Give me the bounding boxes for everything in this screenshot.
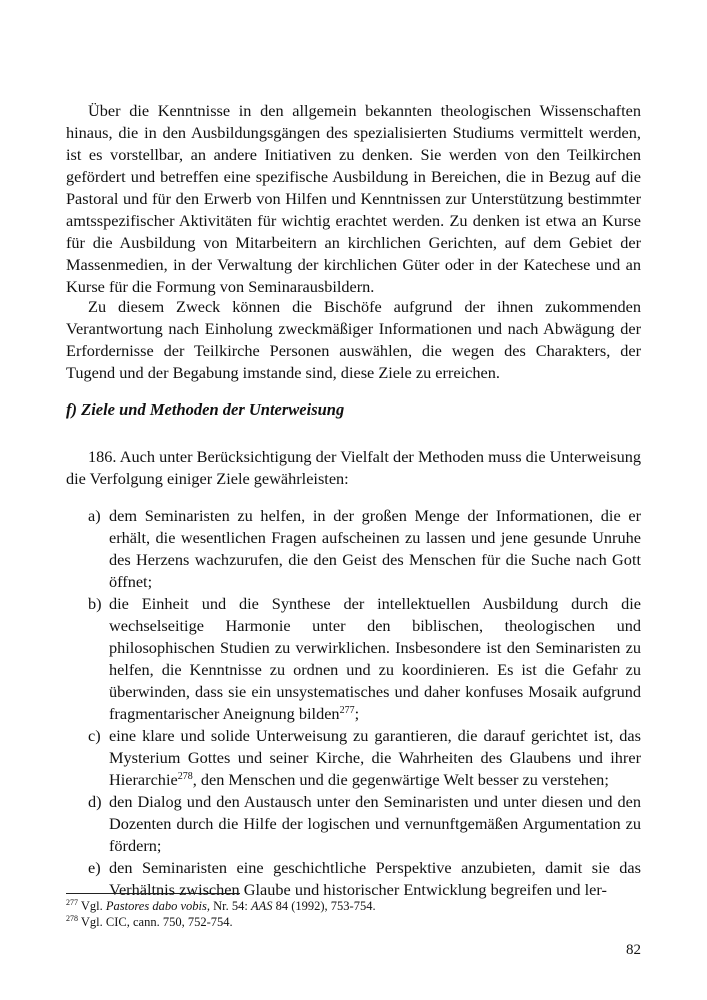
list-item [88, 857, 641, 901]
list-marker: c) [88, 726, 101, 745]
list-item-text-tail: , den Menschen und die gegenwärtige Welt besser zu verstehen; [192, 770, 609, 789]
footnote [66, 898, 641, 914]
paragraph-2 [66, 296, 641, 384]
footnote-divider [66, 893, 240, 894]
list-item [88, 725, 641, 791]
list-item-text-tail: ; [354, 704, 360, 723]
footnotes [66, 898, 641, 930]
page-number: 82 [626, 942, 641, 958]
section-heading: f) Ziele und Methoden der Unterweisung [66, 400, 345, 419]
list-marker: a) [88, 506, 101, 525]
list-item-text: die Einheit und die Synthese der intellektuellen Ausbildung durch die wechselseitige Harmonie unter den biblischen, theologischen und philosophischen Studien zu verwirklichen. Insbesondere ist den Seminaristen zu helfen, die Kenntnisse zu ordnen und zu koordinieren. Es ist die Gefahr zu überwinden, dass sie ein unsystematisches und daher konfuses Mosaik aufgrund fragmentarischer Aneignung bilden [109, 594, 641, 723]
list-marker: b) [88, 594, 102, 613]
goals-list [88, 505, 641, 901]
footnote [66, 914, 641, 930]
footnote-text: 84 (1992), 753-754. [272, 899, 376, 913]
paragraph-2-text: Zu diesem Zweck können die Bischöfe aufgrund der ihnen zukommenden Verantwortung nach Einholung zweckmäßiger Informationen und nach Abwägung der Erfordernisse der Teilkirche Personen auswählen, die wegen des Charakters, der Tugend und der Begabung imstande sind, diese Ziele zu erreichen. [66, 297, 641, 382]
footnote-ref[interactable]: 278 [177, 771, 193, 782]
paragraph-1-text: Über die Kenntnisse in den allgemein bekannten theologischen Wissenschaften hinaus, die in den Ausbildungsgängen des spezialisierten Studiums vermittelt werden, ist es vorstellbar, an andere Initiativen zu denken. Sie werden von den Teilkirchen gefördert und betreffen eine spezifische Ausbildung in Bereichen, die in Bezug auf die Pastoral und für den Erwerb von Hilfen und Kenntnissen zur Unterstützung bestimmter amtsspezifischer Aktivitäten für wichtig erachtet werden. Zu denken ist etwa an Kurse für die Ausbildung von Mitarbeitern an kirchlichen Gerichten, auf dem Gebiet der Massenmedien, in der Verwaltung der kirchlichen Güter oder in der Katechese und an Kurse für die Formung von Seminarausbildern. [66, 101, 641, 296]
list-item-text: den Seminaristen eine geschichtliche Perspektive anzubieten, damit sie das Verhältnis zwischen Glaube und historischer Entwicklung begreifen und ler- [109, 858, 641, 899]
footnote-number: 278 [66, 914, 78, 923]
footnote-ref[interactable]: 277 [339, 705, 355, 716]
footnote-title: Pastores dabo vobis, [105, 899, 210, 913]
list-item [88, 791, 641, 857]
list-marker: d) [88, 792, 102, 811]
list-item-text: den Dialog und den Austausch unter den Seminaristen und unter diesen und den Dozenten durch die Hilfe der logischen und vernunftgemäßen Argumentation zu fördern; [109, 792, 641, 855]
list-item [88, 505, 641, 593]
list-marker: e) [88, 858, 101, 877]
footnote-text: Nr. 54: [209, 899, 251, 913]
list-item-text: dem Seminaristen zu helfen, in der großen Menge der Informationen, die er erhält, die wesentlichen Fragen aufscheinen zu lassen und jene gesunde Unruhe des Herzens wachzurufen, die den Geist des Menschen für die Suche nach Gott öffnet; [109, 506, 641, 591]
paragraph-3 [66, 446, 641, 490]
footnote-text: Vgl. [80, 899, 106, 913]
paragraph-3-text: 186. Auch unter Berücksichtigung der Vielfalt der Methoden muss die Unterweisung die Verfolgung einiger Ziele gewährleisten: [66, 447, 641, 488]
paragraph-1 [66, 100, 641, 298]
list-item [88, 593, 641, 725]
footnote-journal: AAS [250, 899, 273, 913]
footnote-text: Vgl. CIC, cann. 750, 752-754. [80, 915, 233, 929]
list-item-text: eine klare und solide Unterweisung zu garantieren, die darauf gerichtet ist, das Mysterium Gottes und seiner Kirche, die Wahrheiten des Glaubens und ihrer Hierarchie [109, 726, 641, 789]
footnote-number: 277 [66, 898, 78, 907]
